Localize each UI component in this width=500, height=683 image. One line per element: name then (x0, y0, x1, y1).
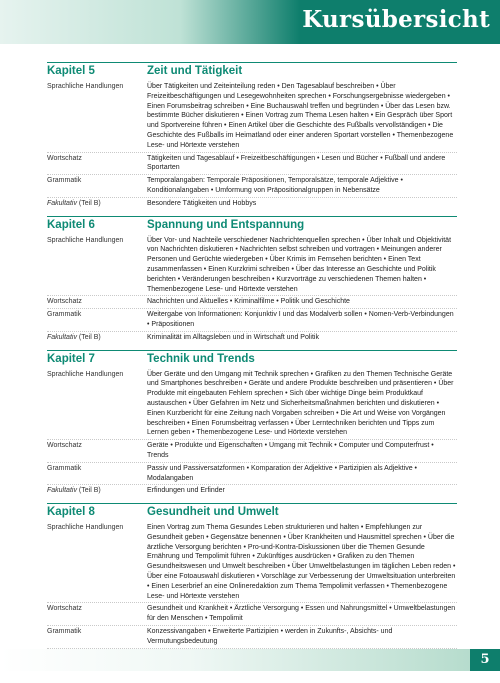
row-text: Über Geräte und den Umgang mit Technik sprechen • Grafiken zu den Themen Technische Geräte und Smartphones beschreiben • Geräte und andere Produkte beschreiben und präsentieren • Über Produkte mit eingebauten Fehlern sprechen • Sich über wichtige Dinge beim Produktkauf austauschen • Über Gefahren im Netz und Sicherheitsmaßnahmen berichten und diskutieren • Einen Kurzbericht für eine Zeitung nach Vorgaben schreiben • Die Art und Weise von Vorgängen beschreiben • Einen Forumsbeitrag verfassen • Über Lerntechniken berichten und Tipps zum Lernen geben • Themenbezogene Lese- und Hörtexte verstehen (147, 370, 454, 437)
row-label: Grammatik (47, 628, 82, 636)
row-label: Grammatik (47, 464, 82, 472)
row-text: Über Vor- und Nachteile verschiedener Nachrichtenquellen sprechen • Über Inhalt und Objektivität von Nachrichten diskutieren • Nachrichten selbst schreiben und vortragen • Meinungen anderer Personen und Gerüchte wiedergeben • Über Krimis im Fernsehen berichten • Einen Text zusammenfassen • Einen Kurzkrimi schreiben • Über das Interesse an Geschichte und Politik berichten • Veränderungen beschreiben • Kurzvorträge zu verschiedenen Themen halten • Themenbezogene Lese- und Hörtexte verstehen (147, 236, 452, 293)
header-gradient (0, 0, 300, 44)
row-text: Kriminalität im Alltagsleben und in Wirtschaft und Politik (147, 333, 319, 341)
chapter-topic: Gesundheit und Umwelt (147, 506, 279, 519)
row-optional (47, 198, 457, 210)
chapter-section (47, 503, 457, 660)
chapter-number: Kapitel 6 (47, 218, 95, 231)
row-speech-acts (47, 235, 457, 297)
page-title: Kursübersicht (302, 6, 490, 33)
optional-label: Fakultativ (47, 333, 77, 341)
row-text: Nachrichten und Aktuelles • Kriminalfilme • Politik und Geschichte (147, 298, 350, 306)
row-text: Besondere Tätigkeiten und Hobbys (147, 199, 257, 207)
optional-part: (Teil B) (76, 487, 101, 495)
chapter-topic: Spannung und Entspannung (147, 218, 305, 231)
row-optional (47, 485, 457, 497)
row-label: Grammatik (47, 311, 82, 319)
row-label (47, 333, 147, 343)
row-label: Sprachliche Handlungen (47, 524, 124, 532)
row-vocabulary (47, 603, 457, 626)
chapter-topic: Zeit und Tätigkeit (147, 65, 243, 77)
optional-label: Fakultativ (47, 487, 77, 495)
row-label: Grammatik (47, 177, 82, 185)
row-text: Einen Vortrag zum Thema Gesundes Leben strukturieren und halten • Empfehlungen zur Gesundheit geben • Gegensätze benennen • Über Krankheiten und Hausmittel sprechen • Über die ärztliche Versorgung berichten • Pro-und-Kontra-Diskussionen über die Themen Gesunde Ernährung und Tempolimit führen • Zukünftiges ausdrücken • Grafiken zu den Themen Gesundheitswesen und Umwelt beschreiben • Über Umweltbelastungen im täglichen Leben reden • Über eine Fotoauswahl diskutieren • Vorschläge zur Verbesserung der Umweltsituation unterbreiten • Einen Leserbrief an eine Onlineredaktion zum Thema Tempolimit verfassen • Themenbezogene Lese- und Hörtexte verstehen (147, 524, 456, 600)
optional-part: (Teil B) (76, 199, 101, 207)
row-vocabulary (47, 296, 457, 309)
row-text: Geräte • Produkte und Eigenschaften • Umgang mit Technik • Computer und Computerfrust • Trends (147, 442, 434, 459)
row-grammar (47, 309, 457, 332)
row-text: Temporalangaben: Temporale Präpositionen, Temporalsätze, temporale Adjektive • Konditionalangaben • Umformung von Präpositionalgruppen in Nebensätze (147, 177, 403, 194)
row-label: Sprachliche Handlungen (47, 370, 124, 378)
page-footer (0, 649, 500, 671)
row-text: Konzessivangaben • Erweiterte Partizipien • werden in Zukunfts-, Absichts- und Vermutungsbedeutung (147, 628, 393, 645)
row-grammar (47, 626, 457, 649)
row-label: Wortschatz (47, 442, 82, 450)
chapter-section (47, 62, 457, 210)
row-text: Über Tätigkeiten und Zeiteinteilung reden • Den Tagesablauf beschreiben • Über Freizeitbeschäftigungen und Lesegewohnheiten sprechen • Forschungsergebnisse wiedergeben • Einen Forumsbeitrag schreiben • Eine Buchauswahl treffen und begründen • Über das Lesen bzw. bestimmte Bücher diskutieren • Einen Vortrag zum Thema Lesen halten • Ein Gespräch über Sport und Sportvereine führen • Einen Artikel über die Geschichte des Fußballs vervollständigen • Die Geschichte des Fußballs im Heimatland oder einer anderen Sportart vorstellen • Themenbezogene Lese- und Hörtexte verstehen (147, 83, 454, 149)
optional-part: (Teil B) (76, 333, 101, 341)
page-number: 5 (470, 649, 500, 671)
row-vocabulary (47, 153, 457, 176)
row-text: Passiv und Passiversatzformen • Komparation der Adjektive • Partizipien als Adjektive • Modalangaben (147, 464, 417, 482)
row-label (47, 486, 147, 496)
row-vocabulary (47, 440, 457, 463)
row-speech-acts (47, 81, 457, 153)
optional-label: Fakultativ (47, 199, 77, 207)
row-label: Wortschatz (47, 298, 82, 306)
row-label: Sprachliche Handlungen (47, 236, 124, 244)
row-text: Erfindungen und Erfinder (147, 487, 225, 495)
chapter-section (47, 350, 457, 498)
chapter-section (47, 216, 457, 344)
row-label: Sprachliche Handlungen (47, 83, 124, 90)
row-label: Wortschatz (47, 154, 82, 162)
footer-gradient (0, 649, 470, 671)
row-text: Tätigkeiten und Tagesablauf • Freizeitbeschäftigungen • Lesen und Bücher • Fußball und andere Sportarten (147, 154, 446, 172)
row-label (47, 199, 147, 209)
page-header (0, 0, 500, 44)
chapter-number: Kapitel 5 (47, 65, 95, 77)
row-grammar (47, 463, 457, 486)
row-label: Wortschatz (47, 605, 82, 613)
row-grammar (47, 175, 457, 198)
row-speech-acts (47, 522, 457, 603)
row-speech-acts (47, 369, 457, 441)
chapter-number: Kapitel 7 (47, 352, 95, 365)
row-text: Weitergabe von Informationen: Konjunktiv I und das Modalverb sollen • Nomen-Verb-Verbindungen • Präpositionen (147, 311, 454, 328)
row-optional (47, 332, 457, 344)
row-text: Gesundheit und Krankheit • Ärztliche Versorgung • Essen und Nahrungsmittel • Umweltbelastungen für den Menschen • Tempolimit (147, 605, 456, 623)
chapter-number: Kapitel 8 (47, 506, 95, 519)
chapter-topic: Technik und Trends (147, 352, 255, 365)
course-overview (47, 62, 457, 666)
